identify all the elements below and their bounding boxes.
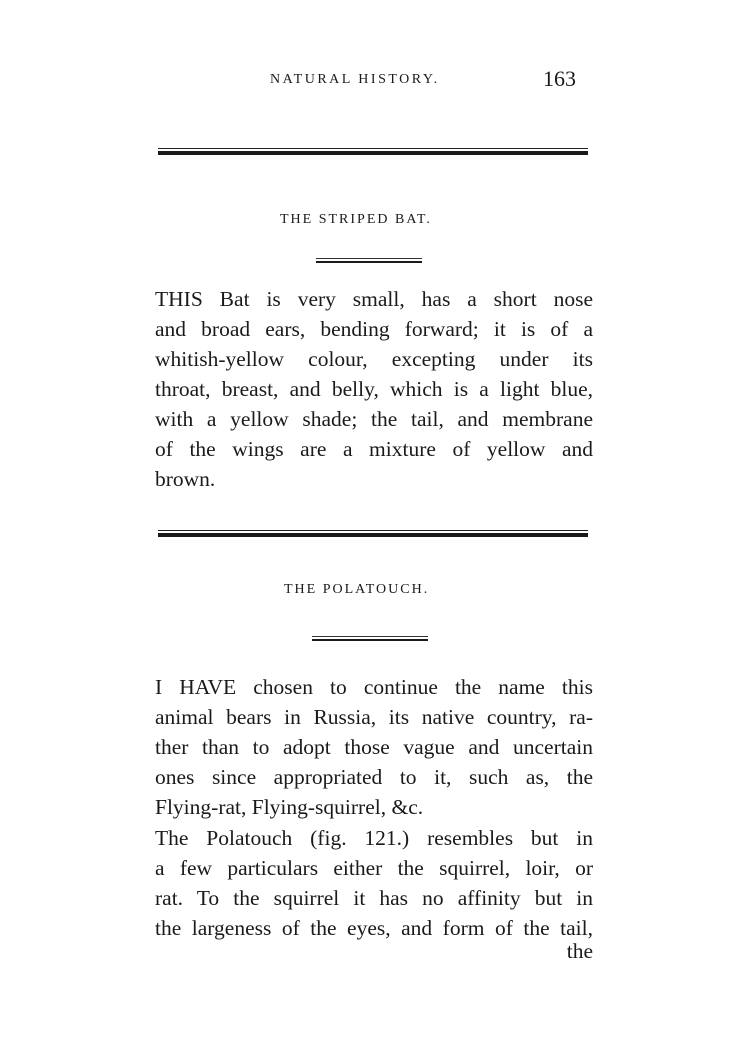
paragraph-line: animal bears in Russia, its native country, ra- [155, 705, 593, 729]
paragraph-line: with a yellow shade; the tail, and membrane [155, 407, 593, 431]
paragraph-line: Flying-rat, Flying-squirrel, &c. [155, 795, 424, 819]
running-head: NATURAL HISTORY. [270, 72, 440, 87]
paragraph-line: throat, breast, and belly, which is a light blue, [155, 377, 593, 401]
paragraph-line: The Polatouch (fig. 121.) resembles but in [155, 826, 593, 850]
paragraph-line: I HAVE chosen to continue the name this [155, 675, 593, 699]
page-number: 163 [543, 66, 576, 91]
paragraph-line: and broad ears, bending forward; it is of a [155, 317, 593, 341]
paragraph-line: ther than to adopt those vague and uncertain [155, 735, 593, 759]
header-rule [158, 148, 588, 155]
title-rule-striped-bat [316, 258, 422, 264]
section-title-striped-bat: THE STRIPED BAT. [280, 212, 432, 227]
paragraph-line: rat. To the squirrel it has no affinity but in [155, 886, 593, 910]
section-title-polatouch: THE POLATOUCH. [284, 582, 430, 597]
paragraph-line: a few particulars either the squirrel, loir, or [155, 856, 593, 880]
paragraph-line: ones since appropriated to it, such as, the [155, 765, 593, 789]
section-divider-rule [158, 530, 588, 537]
paragraph-line: THIS Bat is very small, has a short nose [155, 287, 593, 311]
catchword: the [566, 939, 593, 963]
paragraph-line: brown. [155, 467, 216, 491]
paragraph-line: whitish-yellow colour, excepting under its [155, 347, 593, 371]
paragraph-line: the largeness of the eyes, and form of the tail, [155, 916, 593, 940]
title-rule-polatouch [312, 636, 428, 642]
paragraph-line: of the wings are a mixture of yellow and [155, 437, 593, 461]
